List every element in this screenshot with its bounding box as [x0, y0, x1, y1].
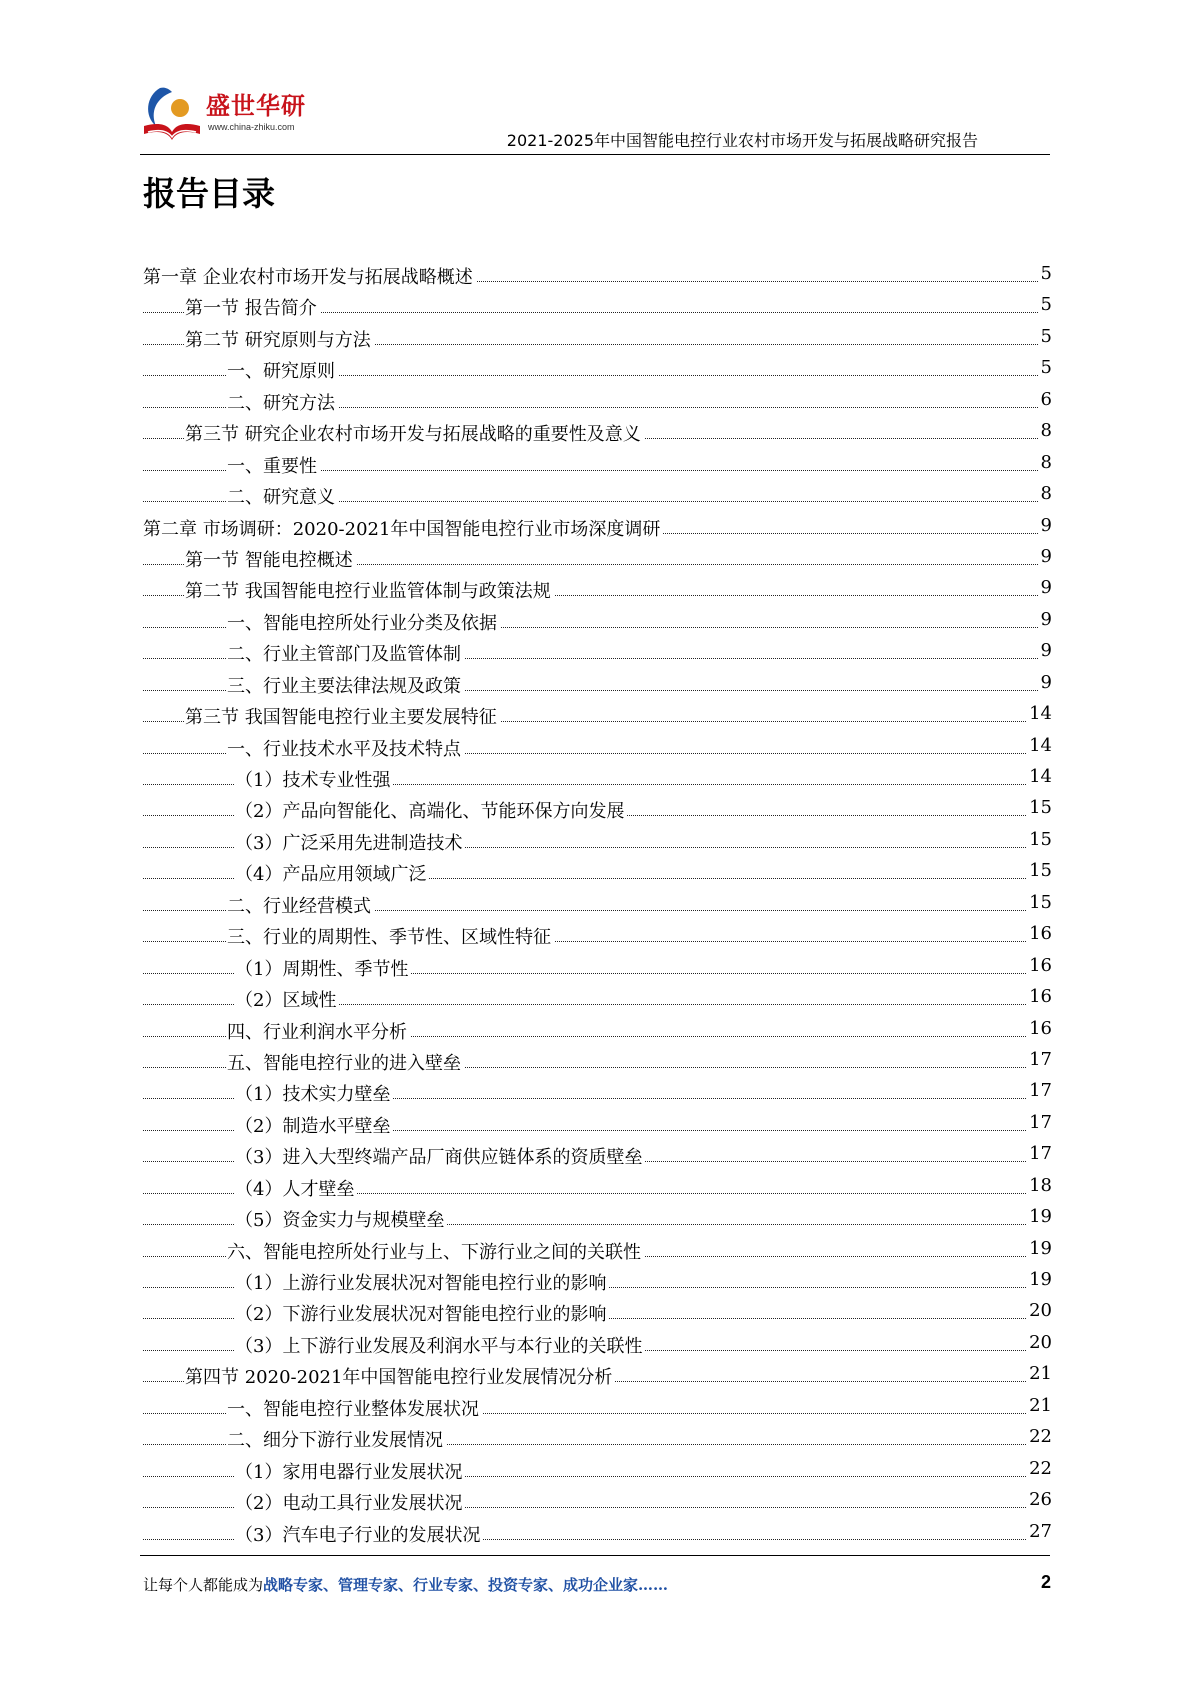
toc-entry-page: 20 [1026, 1300, 1052, 1321]
toc-entry[interactable] [143, 1204, 1052, 1235]
toc-entry-label: （1）家用电器行业发展状况 [235, 1458, 465, 1484]
footer-slogan [143, 1574, 668, 1595]
toc-entry-page: 19 [1026, 1206, 1052, 1227]
toc-entry-page: 9 [1038, 515, 1052, 536]
toc-entry[interactable] [143, 1456, 1052, 1487]
toc-entry-page: 19 [1026, 1238, 1052, 1259]
toc-entry-label: 三、行业的周期性、季节性、区域性特征 [227, 923, 554, 949]
toc-entry-label: （2）区域性 [235, 986, 339, 1012]
toc-entry-label: （2）电动工具行业发展状况 [235, 1489, 465, 1515]
company-logo [140, 82, 310, 146]
toc-entry[interactable] [143, 1110, 1052, 1141]
toc-entry-page: 20 [1026, 1332, 1052, 1353]
toc-entry[interactable] [143, 1267, 1052, 1298]
toc-entry-label: （3）广泛采用先进制造技术 [235, 829, 465, 855]
toc-entry[interactable] [143, 324, 1052, 355]
toc-entry-label: 二、研究方法 [227, 389, 338, 415]
toc-entry[interactable] [143, 481, 1052, 512]
toc-entry-page: 15 [1026, 829, 1052, 850]
toc-entry-page: 18 [1026, 1175, 1052, 1196]
toc-entry-label: 第一节 报告简介 [185, 294, 320, 320]
toc-entry[interactable] [143, 292, 1052, 323]
toc-entry-page: 9 [1038, 640, 1052, 661]
toc-entry[interactable] [143, 638, 1052, 669]
toc-entry-page: 22 [1026, 1458, 1052, 1479]
toc-entry-label: （1）技术实力壁垒 [235, 1080, 393, 1106]
toc-entry-label: 一、智能电控所处行业分类及依据 [227, 609, 500, 635]
toc-entry-page: 14 [1026, 766, 1052, 787]
toc-entry-page: 9 [1038, 609, 1052, 630]
toc-entry[interactable] [143, 575, 1052, 606]
toc-entry-page: 16 [1026, 986, 1052, 1007]
toc-entry[interactable] [143, 1141, 1052, 1172]
toc-entry[interactable] [143, 1173, 1052, 1204]
toc-entry[interactable] [143, 1330, 1052, 1361]
toc-entry-page: 8 [1038, 420, 1052, 441]
toc-entry[interactable] [143, 953, 1052, 984]
footer-divider [140, 1555, 1050, 1556]
toc-entry-label: 第二节 我国智能电控行业监管体制与政策法规 [185, 577, 554, 603]
toc-entry-label: （2）制造水平壁垒 [235, 1112, 393, 1138]
toc-entry[interactable] [143, 795, 1052, 826]
toc-entry-page: 17 [1026, 1049, 1052, 1070]
toc-entry-page: 14 [1026, 703, 1052, 724]
toc-entry-label: （3）上下游行业发展及利润水平与本行业的关联性 [235, 1332, 645, 1358]
toc-entry-page: 6 [1038, 389, 1052, 410]
toc-entry-page: 19 [1026, 1269, 1052, 1290]
toc-entry[interactable] [143, 827, 1052, 858]
toc-entry-label: 第三节 我国智能电控行业主要发展特征 [185, 703, 500, 729]
table-of-contents [143, 261, 1052, 1550]
toc-entry[interactable] [143, 355, 1052, 386]
toc-entry[interactable] [143, 1236, 1052, 1267]
toc-entry-page: 9 [1038, 577, 1052, 598]
toc-entry[interactable] [143, 858, 1052, 889]
logo-book-icon [140, 82, 204, 146]
toc-entry-page: 5 [1038, 326, 1052, 347]
toc-entry[interactable] [143, 1519, 1052, 1550]
footer-slogan-highlight: 战略专家、管理专家、行业专家、投资专家、成功企业家…… [263, 1576, 669, 1594]
toc-entry-label: （2）产品向智能化、高端化、节能环保方向发展 [235, 797, 627, 823]
toc-entry-label: 第二节 研究原则与方法 [185, 326, 374, 352]
toc-entry-page: 5 [1038, 294, 1052, 315]
page-number: 2 [1040, 1572, 1051, 1592]
toc-entry[interactable] [143, 984, 1052, 1015]
toc-entry-page: 17 [1026, 1112, 1052, 1133]
toc-entry-label: 二、细分下游行业发展情况 [227, 1426, 446, 1452]
toc-entry[interactable] [143, 890, 1052, 921]
toc-entry-page: 26 [1026, 1489, 1052, 1510]
toc-entry-page: 16 [1026, 955, 1052, 976]
toc-entry-page: 27 [1026, 1521, 1052, 1542]
toc-entry-label: 一、重要性 [227, 452, 320, 478]
logo-name: 盛世华研 [206, 92, 306, 120]
toc-entry[interactable] [143, 607, 1052, 638]
toc-entry[interactable] [143, 701, 1052, 732]
toc-entry[interactable] [143, 1016, 1052, 1047]
toc-entry-page: 8 [1038, 452, 1052, 473]
toc-entry-label: 四、行业利润水平分析 [227, 1018, 410, 1044]
toc-entry[interactable] [143, 1393, 1052, 1424]
toc-entry-label: 二、行业主管部门及监管体制 [227, 640, 464, 666]
toc-entry-page: 14 [1026, 735, 1052, 756]
toc-entry-label: 一、行业技术水平及技术特点 [227, 735, 464, 761]
toc-entry[interactable] [143, 450, 1052, 481]
toc-entry[interactable] [143, 921, 1052, 952]
toc-entry-label: 第一节 智能电控概述 [185, 546, 356, 572]
toc-entry[interactable] [143, 1298, 1052, 1329]
toc-entry-label: （2）下游行业发展状况对智能电控行业的影响 [235, 1300, 609, 1326]
toc-entry-label: （4）产品应用领域广泛 [235, 860, 429, 886]
toc-entry[interactable] [143, 387, 1052, 418]
toc-entry-page: 15 [1026, 797, 1052, 818]
toc-entry-page: 8 [1038, 483, 1052, 504]
toc-entry-label: 六、智能电控所处行业与上、下游行业之间的关联性 [227, 1238, 644, 1264]
toc-entry[interactable] [143, 1487, 1052, 1518]
toc-entry-page: 16 [1026, 1018, 1052, 1039]
toc-entry-label: 第三节 研究企业农村市场开发与拓展战略的重要性及意义 [185, 420, 644, 446]
toc-entry-page: 15 [1026, 892, 1052, 913]
toc-entry-label: 五、智能电控行业的进入壁垒 [227, 1049, 464, 1075]
toc-entry[interactable] [143, 670, 1052, 701]
toc-entry-label: （3）进入大型终端产品厂商供应链体系的资质壁垒 [235, 1143, 645, 1169]
toc-entry-page: 21 [1026, 1363, 1052, 1384]
toc-entry-label: （1）周期性、季节性 [235, 955, 411, 981]
toc-entry-label: 一、智能电控行业整体发展状况 [227, 1395, 482, 1421]
toc-entry-label: 第二章 市场调研：2020-2021年中国智能电控行业市场深度调研 [143, 515, 663, 541]
toc-entry-label: （3）汽车电子行业的发展状况 [235, 1521, 483, 1547]
toc-entry-page: 5 [1038, 357, 1052, 378]
toc-entry[interactable] [143, 418, 1052, 449]
report-title: 2021-2025年中国智能电控行业农村市场开发与拓展战略研究报告 [506, 131, 978, 150]
toc-entry-page: 15 [1026, 860, 1052, 881]
toc-entry-page: 22 [1026, 1426, 1052, 1447]
toc-entry-label: 一、研究原则 [227, 357, 338, 383]
toc-entry-label: （4）人才壁垒 [235, 1175, 357, 1201]
logo-url: www.china-zhiku.com [208, 122, 295, 132]
header-divider [140, 154, 1050, 155]
toc-entry-label: （5）资金实力与规模壁垒 [235, 1206, 447, 1232]
toc-heading: 报告目录 [143, 174, 275, 213]
footer-slogan-prefix: 让每个人都能成为 [143, 1576, 264, 1594]
toc-entry[interactable] [143, 764, 1052, 795]
toc-entry-page: 21 [1026, 1395, 1052, 1416]
toc-entry-label: （1）上游行业发展状况对智能电控行业的影响 [235, 1269, 609, 1295]
toc-entry[interactable] [143, 1424, 1052, 1455]
toc-entry[interactable] [143, 261, 1052, 292]
toc-entry[interactable] [143, 544, 1052, 575]
toc-entry-page: 5 [1038, 263, 1052, 284]
toc-entry-page: 17 [1026, 1080, 1052, 1101]
toc-entry-label: 三、行业主要法律法规及政策 [227, 672, 464, 698]
toc-entry-label: 二、行业经营模式 [227, 892, 374, 918]
toc-entry[interactable] [143, 1047, 1052, 1078]
toc-entry-label: （1）技术专业性强 [235, 766, 393, 792]
toc-entry-page: 9 [1038, 672, 1052, 693]
toc-entry-label: 第四节 2020-2021年中国智能电控行业发展情况分析 [185, 1363, 615, 1389]
toc-entry-page: 17 [1026, 1143, 1052, 1164]
toc-entry-label: 第一章 企业农村市场开发与拓展战略概述 [143, 263, 476, 289]
toc-entry[interactable] [143, 513, 1052, 544]
toc-entry[interactable] [143, 1361, 1052, 1392]
toc-entry-label: 二、研究意义 [227, 483, 338, 509]
toc-entry[interactable] [143, 733, 1052, 764]
toc-entry-page: 16 [1026, 923, 1052, 944]
toc-entry[interactable] [143, 1078, 1052, 1109]
toc-entry-page: 9 [1038, 546, 1052, 567]
